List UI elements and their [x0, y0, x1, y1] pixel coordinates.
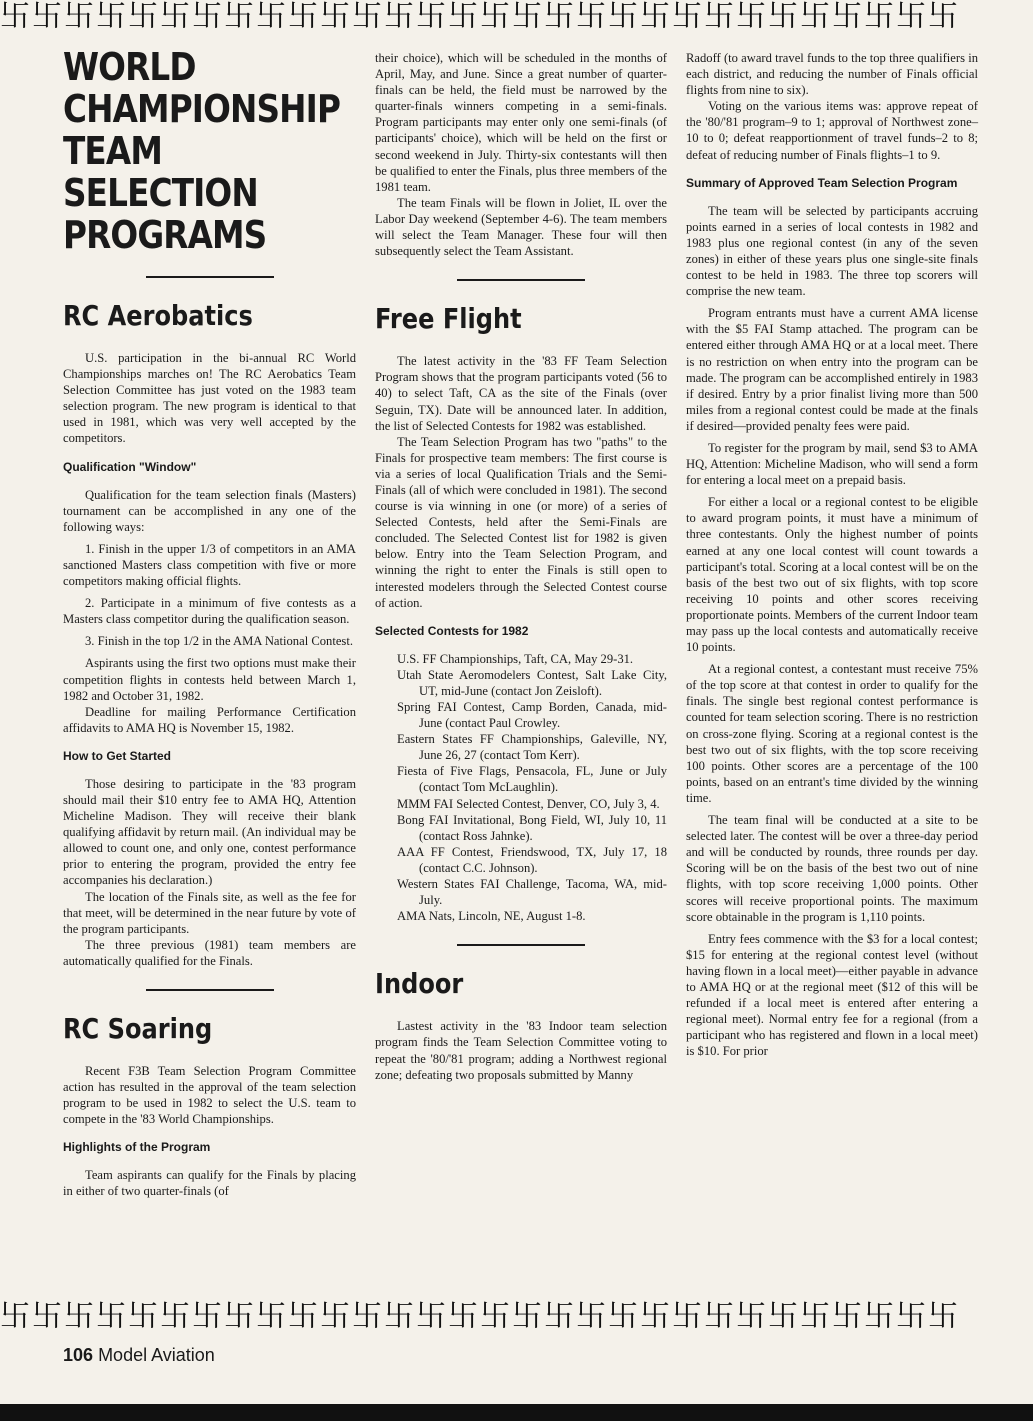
divider — [457, 279, 585, 281]
paragraph: Recent F3B Team Selection Program Committee action has resulted in the approval of the team selection program to be used in 1982 to select the U.S. team to compete in the '83 World Championships. — [63, 1064, 356, 1127]
divider — [146, 276, 274, 278]
list-item: Spring FAI Contest, Camp Borden, Canada, mid-June (contact Paul Crowley. — [397, 700, 667, 731]
contest-list — [375, 651, 667, 925]
divider — [146, 989, 274, 991]
subhead-summary: Summary of Approved Team Selection Program — [686, 175, 958, 190]
section-title-rc-soaring: RC Soaring — [63, 1012, 213, 1045]
list-item: MMM FAI Selected Contest, Denver, CO, July 3, 4. — [397, 796, 660, 811]
paragraph: Aspirants using the first two options must make their competition flights in contests held between March 1, 1982 and October 31, 1982. — [63, 656, 356, 703]
paragraph: Radoff (to award travel funds to the top three qualifiers in each district, and reducing the number of Finals official flights from nine to six). — [686, 51, 978, 98]
page-number: 106 — [63, 1345, 94, 1365]
divider — [457, 944, 585, 946]
column-3 — [686, 50, 978, 1059]
list-item: 1. Finish in the upper 1/3 of competitors in an AMA sanctioned Masters class competition with five or more competitors making official flights. — [63, 541, 356, 589]
section-title-indoor: Indoor — [375, 967, 464, 1001]
subhead-how-to-start: How to Get Started — [63, 748, 172, 763]
list-item: 2. Participate in a minimum of five contests as a Masters class competitor during the qualification season. — [63, 596, 356, 627]
list-item: Utah State Aeromodelers Contest, Salt Lake City, UT, mid-June (contact Jon Zeisloft). — [397, 667, 667, 698]
subhead-highlights: Highlights of the Program — [63, 1140, 211, 1155]
list-item: Western States FAI Challenge, Tacoma, WA, mid-July. — [397, 877, 667, 908]
paragraph: At a regional contest, a contestant must receive 75% of the top score at that contest in order to qualify for the finals. The single best regional contest performance is counted for team selection scoring. There is no restriction on cross-zone flying. Scoring at a regional contest is the best two out of six flights, with the top score receiving 100 points. Other scores are a percentage of the 100 points, based on an entrant's time divided by the winning time. — [686, 662, 978, 805]
paragraph: U.S. participation in the bi-annual RC World Championships marches on! The RC Aerobatics Team Selection Committee has just voted on the 1983 team selection program. The new program is identical to that used in 1981, which was very well accepted by the competitors. — [63, 351, 356, 446]
paragraph: Team aspirants can qualify for the Finals by placing in either of two quarter-finals (of — [63, 1168, 356, 1199]
list-item: Fiesta of Five Flags, Pensacola, FL, June or July (contact Tom McLaughlin). — [397, 764, 667, 795]
list-item: Bong FAI Invitational, Bong Field, WI, July 10, 11 (contact Ross Jahnke). — [397, 812, 667, 843]
paragraph: Those desiring to participate in the '83 program should mail their $10 entry fee to AMA HQ, Attention Micheline Madison. They will receive their blank qualifying affidavit by return mail. (An individual may be allowed to count one, and only one, contest performance prior to entering the program, provided the entry fee accompanies his declaration.) — [63, 776, 356, 888]
paragraph: Deadline for mailing Performance Certification affidavits to AMA HQ is November 15, 1982. — [63, 704, 356, 735]
subhead-qualification: Qualification "Window" — [63, 459, 197, 474]
section-title-free-flight: Free Flight — [375, 302, 522, 336]
paragraph: Program entrants must have a current AMA license with the $5 FAI Stamp attached. The program can be entered either through AMA HQ or at a local meet. There is no restriction on when entry into the program can be made. The program can be accomplished entirely in 1983 if desired. Entry by a prior finalist living more than 500 miles from a regional contest could be made at the finals if desired—provided penalty fees were paid. — [686, 306, 978, 433]
paragraph: their choice), which will be scheduled in the months of April, May, and June. Since a great number of quarter-finals can be held, the field must be narrowed by the quarter-finals winners competing in a semi-finals. Program participants may enter only one semi-finals (of participants' choice), which will be held on the first or second weekend in July. Thirty-six contestants will then be qualified to enter the Finals, plus three members of the 1981 team. — [375, 51, 667, 194]
section-title-rc-aerobatics: RC Aerobatics — [63, 299, 253, 332]
magazine-name: Model Aviation — [98, 1345, 215, 1365]
bottom-ornament-border: 卐卐卐卐卐卐卐卐卐卐卐卐卐卐卐卐卐卐卐卐卐卐卐卐卐卐卐卐卐卐 — [0, 1300, 960, 1334]
top-ornament-border: 卐卐卐卐卐卐卐卐卐卐卐卐卐卐卐卐卐卐卐卐卐卐卐卐卐卐卐卐卐卐 — [0, 0, 960, 34]
paragraph: The three previous (1981) team members are automatically qualified for the Finals. — [63, 937, 356, 968]
list-item: AAA FF Contest, Friendswood, TX, July 17, 18 (contact C.C. Johnson). — [397, 844, 667, 875]
paragraph: Voting on the various items was: approve repeat of the '80/'81 program–9 to 1; approval of Northwest zone–10 to 0; defeat reapportionment of travel funds–2 to 8; defeat of reducing number of Finals flights–1 to 9. — [686, 99, 978, 162]
paragraph: The location of the Finals site, as well as the fee for that meet, will be determined in the near future by vote of the program participants. — [63, 889, 356, 936]
column-2 — [375, 50, 667, 1083]
paragraph: The team final will be conducted at a site to be selected later. The contest will be over a three-day period and will be conducted by rounds, three rounds per day. Scoring will be on the basis of the best two out of nine flights, with top score receiving 1,000 points. Other scores will receive proportional points. The maximum score obtainable in the program is 1,110 points. — [686, 813, 978, 924]
list-item: Eastern States FF Championships, Galeville, NY, June 26, 27 (contact Tom Kerr). — [397, 732, 667, 763]
page-footer — [63, 1345, 215, 1366]
paragraph: The team will be selected by participants accruing points earned in a series of local contests in 1982 and 1983 plus one regional contest (in any of the seven zones) in either of these years plus one single-site finals contest to be held in 1983. The three top scorers will comprise the new team. — [686, 203, 978, 299]
page-title: WORLD CHAMPIONSHIP TEAM SELECTION PROGRAMS — [63, 45, 341, 257]
paragraph: The latest activity in the '83 FF Team Selection Program shows that the program participants voted (56 to 40) to select Taft, CA as the site of the Finals (over Seguin, TX). Date will be announced later. In addition, the list of Selected Contests for 1982 was established. — [375, 354, 667, 433]
list-item: AMA Nats, Lincoln, NE, August 1-8. — [397, 909, 586, 924]
list-item: 3. Finish in the top 1/2 in the AMA National Contest. — [85, 634, 353, 649]
list-item: U.S. FF Championships, Taft, CA, May 29-31. — [397, 651, 634, 666]
scan-edge — [0, 1404, 1033, 1421]
subhead-selected-contests: Selected Contests for 1982 — [375, 623, 529, 638]
paragraph: Qualification for the team selection finals (Masters) tournament can be accomplished in any one of the following ways: — [63, 487, 356, 534]
paragraph: To register for the program by mail, send $3 to AMA HQ, Attention: Micheline Madison, who will send a form for entering a local meet on a prepaid basis. — [686, 440, 978, 488]
paragraph: Entry fees commence with the $3 for a local contest; $15 for entering at the regional contest level (without having flown in a local meet)—either payable in advance to AMA HQ or at the regional meet ($12 of this will be refunded if a local meet is entered after entering a regional meet). Normal entry fee for a regional (from a participant who has registered and flown in a local meet) is $10. For prior — [686, 931, 978, 1059]
paragraph: Lastest activity in the '83 Indoor team selection program finds the Team Selection Committee voting to repeat the '80/'81 program; adding a Northwest regional zone; defeating two proposals submitted by Manny — [375, 1019, 667, 1082]
paragraph: The team Finals will be flown in Joliet, IL over the Labor Day weekend (September 4-6). The team members will select the Team Manager. These four will then subsequently select the Team Assistant. — [375, 195, 667, 259]
column-1 — [63, 45, 356, 1200]
paragraph: For either a local or a regional contest to be eligible to award program points, it must have a minimum of three contestants. Only the highest number of points earned at any one local contest will count towards a participant's total. Scoring at a local contest will be on the basis of the best two out of six flights, with top score receiving 10 points and other scores receiving proportionate points. Members of the current Indoor team may pass up the local contests and automatically receive 10 points. — [686, 495, 978, 655]
paragraph: The Team Selection Program has two "paths" to the Finals for prospective team members: The first course is via a series of local Qualification Trials and the Semi-Finals (all of which were concluded in 1981). The second course is via winning in one (or more) of a series of Selected Contests, held after the Semi-Finals are concluded. The Selected Contest list for 1982 is given below. Entry into the Team Selection Program, and winning the right to enter the Finals is still open to interested modelers through the Selected Contest course of action. — [375, 434, 667, 610]
